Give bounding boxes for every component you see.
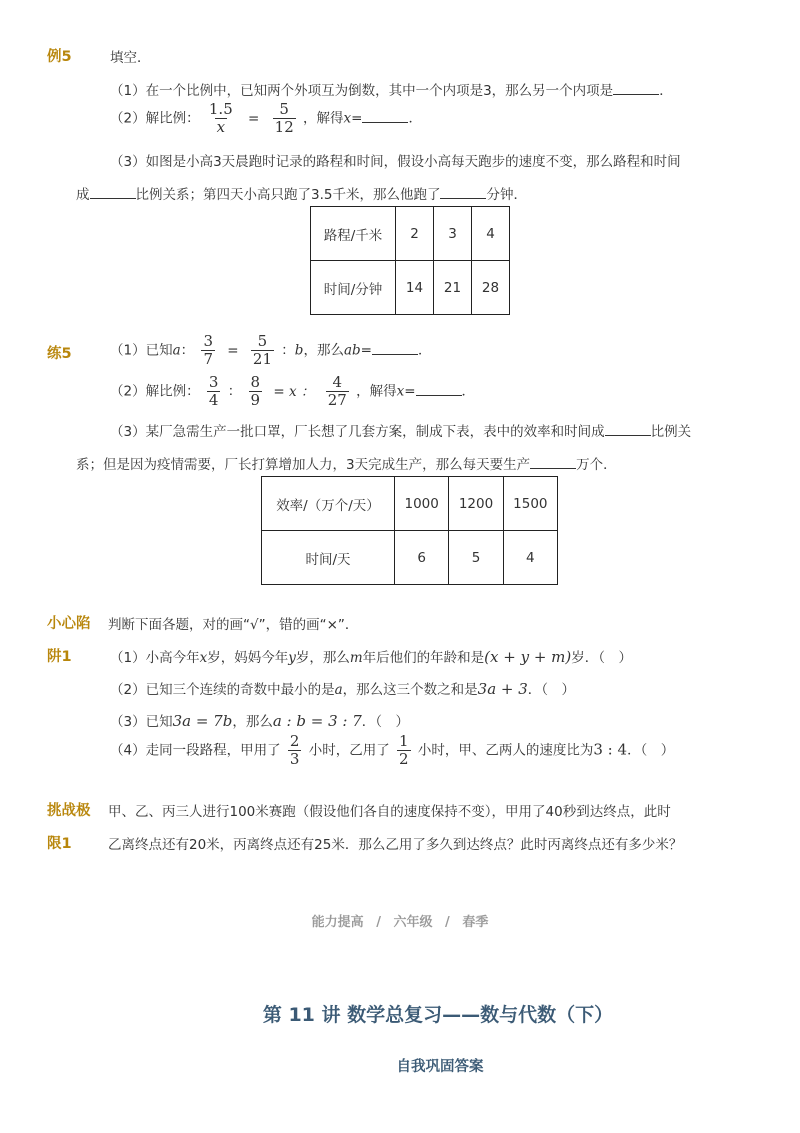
denominator: x [216, 118, 226, 136]
punctuation: ． [659, 83, 673, 99]
example-5-question-3-line-1: （3）如图是小高3天晨跑时记录的路程和时间，假设小高每天跑步的速度不变，那么路程和时间 [110, 154, 681, 170]
expression: 3a + 3 [477, 680, 528, 698]
question-text: 万个． [576, 457, 617, 473]
trap-1-label-line-2: 阱1 [47, 649, 72, 665]
trap-1-question-2 [110, 678, 575, 698]
question-text: ，那么 [303, 342, 344, 359]
equals-sign: = [404, 383, 416, 400]
question-text: 比例关 [650, 424, 692, 440]
trap-1-label-line-1: 小心陷 [47, 616, 91, 632]
answer-blank [605, 423, 651, 436]
numerator: 3 [203, 332, 213, 350]
fraction [326, 374, 349, 409]
question-text: 系；但是因为疫情需要，厂长打算增加人力，3天完成生产，那么每天要生产 [76, 457, 531, 473]
question-text: （1）小高今年 [110, 650, 200, 666]
numerator: 5 [257, 332, 268, 350]
punctuation: ． [408, 110, 422, 127]
colon: ： [180, 342, 195, 359]
equals-sign: = [351, 110, 363, 127]
footer-term: 春季 [462, 915, 489, 930]
table-cell: 1500 [503, 477, 557, 531]
table-row [311, 207, 510, 261]
answer-blank [613, 82, 659, 95]
answer-blank [372, 342, 418, 355]
question-text: 岁，妈妈今年 [207, 650, 289, 666]
denominator: 27 [327, 391, 347, 409]
question-text: 岁．（ ） [571, 650, 632, 666]
trap-1-question-1 [110, 646, 632, 666]
practice-5-label: 练5 [47, 346, 72, 362]
table-cell: 28 [472, 261, 510, 315]
example-5-question-2 [110, 101, 422, 136]
challenge-1-label-line-1: 挑战极 [47, 803, 91, 819]
question-text: 分钟． [486, 187, 527, 203]
equals-sign: = [227, 342, 239, 359]
punctuation: ． [461, 383, 476, 400]
question-text: ，解得 [356, 383, 397, 400]
answers-subtitle: 自我巩固答案 [396, 1059, 484, 1075]
numerator: 1.5 [208, 100, 233, 118]
question-text: 成 [76, 187, 90, 203]
table-cell: 5 [449, 531, 503, 585]
table-header-cell: 效率/（万个/天） [262, 477, 395, 531]
challenge-1-line-1: 甲、乙、丙三人进行100米赛跑（假设他们各自的速度保持不变），甲用了40秒到达终点，此时 [108, 804, 671, 820]
equals-sign: = [360, 342, 372, 359]
fraction [288, 733, 302, 768]
denominator: 21 [252, 350, 272, 368]
colon: ： [281, 342, 295, 359]
numerator: 2 [289, 732, 300, 750]
example-5-question-3-line-2 [76, 183, 527, 203]
table-row [262, 477, 558, 531]
question-text: （4）走同一段路程，甲用了 [110, 742, 281, 759]
numerator: 5 [279, 100, 289, 118]
colon: ： [227, 383, 242, 400]
question-text: ．（ ） [361, 714, 410, 730]
answer-blank [530, 456, 576, 469]
fraction [201, 333, 215, 368]
denominator: 4 [208, 391, 219, 409]
expression: a : b = 3 : 7 [272, 712, 362, 730]
table-cell: 1000 [395, 477, 449, 531]
table-cell: 1200 [449, 477, 503, 531]
denominator: 7 [203, 350, 213, 368]
variable: y [288, 650, 296, 666]
question-text: 小时，甲、乙两人的速度比为 [417, 742, 594, 759]
table-cell: 2 [396, 207, 434, 261]
answer-blank [90, 186, 136, 199]
table-cell: 6 [395, 531, 449, 585]
question-text: （2）解比例： [110, 110, 200, 127]
table-cell: 14 [396, 261, 434, 315]
denominator: 12 [274, 118, 294, 136]
numerator: 4 [332, 373, 342, 391]
example-5-intro: 填空． [110, 50, 151, 66]
footer-course: 能力提高 [311, 915, 364, 930]
fraction [207, 374, 221, 409]
answer-blank [416, 383, 462, 396]
answer-blank [440, 186, 486, 199]
fraction [397, 733, 411, 768]
expression: 3 : 4 [593, 740, 628, 759]
table-header-cell: 时间/分钟 [311, 261, 396, 315]
fraction [249, 374, 263, 409]
table-header-cell: 时间/天 [262, 531, 395, 585]
equation-middle: = x ： [273, 383, 315, 400]
question-text: 年后他们的年龄和是 [362, 650, 485, 666]
footer-separator: / [445, 915, 450, 930]
practice-5-question-2 [110, 374, 475, 409]
efficiency-time-table [261, 476, 558, 585]
table-cell: 4 [503, 531, 557, 585]
example-5-label: 例5 [47, 49, 72, 65]
expression: (x + y + m) [484, 648, 572, 666]
question-text: （3）某厂急需生产一批口罩，厂长想了几套方案，制成下表，表中的效率和时间成 [110, 424, 605, 440]
variable: ab [343, 342, 361, 359]
variable: m [349, 650, 363, 666]
lecture-title: 第 11 讲 数学总复习——数与代数（下） [262, 1004, 614, 1026]
practice-5-question-1 [110, 333, 431, 368]
numerator: 1 [399, 732, 409, 750]
numerator: 3 [208, 373, 219, 391]
fraction [251, 333, 274, 368]
challenge-1-line-2: 乙离终点还有20米，丙离终点还有25米．那么乙用了多久到达终点？此时丙离终点还有多少米？ [108, 837, 683, 853]
denominator: 2 [399, 750, 409, 768]
variable: x [396, 383, 405, 400]
question-text: ，那么 [232, 714, 273, 730]
question-text: 小时，乙用了 [308, 742, 390, 759]
trap-1-question-3 [110, 710, 409, 730]
footer-grade: 六年级 [393, 915, 433, 930]
answer-blank [362, 110, 408, 123]
question-text: （3）已知 [110, 714, 173, 730]
page-footer [0, 911, 800, 930]
practice-5-question-3-line-1 [110, 420, 691, 440]
question-text: ，那么这三个数之和是 [342, 682, 478, 698]
fraction [207, 101, 235, 136]
example-5-question-1 [110, 79, 673, 99]
question-text: ．（ ） [627, 742, 675, 759]
table-row [262, 531, 558, 585]
variable: a [172, 342, 181, 359]
question-text: （1）已知 [110, 342, 173, 359]
trap-1-question-4 [110, 733, 674, 768]
numerator: 8 [250, 373, 261, 391]
question-text: （2）已知三个连续的奇数中最小的是 [110, 682, 335, 698]
table-cell: 3 [434, 207, 472, 261]
table-row [311, 261, 510, 315]
question-text: （1）在一个比例中，已知两个外项互为倒数，其中一个内项是3，那么另一个内项是 [110, 83, 614, 99]
equals-sign: = [248, 110, 260, 127]
denominator: 3 [289, 750, 300, 768]
distance-time-table [310, 206, 510, 315]
denominator: 9 [250, 391, 261, 409]
table-cell: 21 [434, 261, 472, 315]
trap-1-intro: 判断下面各题，对的画“√”，错的画“×”． [108, 617, 359, 633]
table-header-cell: 路程/千米 [311, 207, 396, 261]
question-text: 岁，那么 [295, 650, 350, 666]
expression: 3a = 7b [172, 712, 233, 730]
punctuation: ． [417, 342, 432, 359]
question-text: ，解得 [303, 110, 344, 127]
variable: x [343, 110, 352, 127]
question-text: 比例关系；第四天小高只跑了3.5千米，那么他跑了 [135, 187, 441, 203]
practice-5-question-3-line-2 [76, 453, 617, 473]
challenge-1-label-line-2: 限1 [47, 836, 72, 852]
variable: b [294, 342, 304, 359]
footer-separator: / [376, 915, 381, 930]
variable: x [199, 650, 208, 666]
variable: a [334, 682, 343, 698]
question-text: ．（ ） [527, 682, 576, 698]
fraction [273, 101, 296, 136]
table-cell: 4 [472, 207, 510, 261]
question-text: （2）解比例： [110, 383, 200, 400]
